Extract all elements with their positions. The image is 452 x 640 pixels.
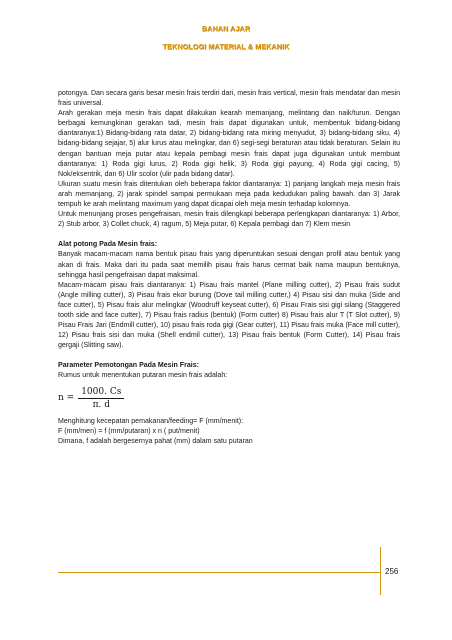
paragraph-1: potongya. Dan secara garis besar mesin frais terdiri dari, mesin frais vertical, mesin frais mendatar dan mesin frais universal. bbox=[58, 90, 400, 108]
formula-denominator: π. d bbox=[92, 400, 110, 411]
paragraph-2: Arah gerakan meja mesin frais dapat dilakukan kearah memanjang, melintang dan naik/turun. Dengan berbagai kemungkinan gerakan tadi, mesin frais dapat digunakan untuk, membentuk bidang-bidang diantaranya:1) Bidang-bidang rata datar, 2) bidang-bidang rata miring menyudut, 3) bidang-bidang siku, 4) bidang-bidang sejajar, 5) alur lurus atau melingkar, dan 6) segi-segi beraturan atau tidak beraturan. Selain itu dengan bantuan meja putar atau kepala pembagi mesin frais dapat juga digunakan untuk membuat diantaranya: 1) Roda gigi lurus, 2) Roda gigi helik, 3) Roda gigi payung, 4) Roda gigi cacing, 5) Nok/eksentrik, dan 6) Ulir scolor (ulir pada bidang datar). bbox=[58, 110, 400, 178]
header-subtitle: TEKNOLOGI MATERIAL & MEKANIK bbox=[162, 42, 290, 51]
header-title: BAHAN AJAR bbox=[201, 24, 251, 33]
footer-rule bbox=[58, 572, 380, 573]
section-heading-cutters: Alat potong Pada Mesin frais: bbox=[58, 241, 158, 249]
formula-numerator: 1000. Cs bbox=[78, 387, 124, 399]
page-header bbox=[0, 24, 452, 51]
footer-vertical-bar bbox=[380, 547, 381, 595]
paragraph-7: Rumus untuk menentukan putaran mesin frais adalah: bbox=[58, 372, 228, 380]
formula-lhs: n = bbox=[58, 393, 75, 404]
paragraph-9: F (mm/men) = f (mm/putaran) x n ( put/menit) bbox=[58, 427, 200, 435]
paragraph-3: Ukuran suatu mesin frais ditentukan oleh beberapa faktor diantaranya: 1) panjang langkah meja mesin frais arah memanjang, 2) jarak spindel sampai permukaan meja pada kedudukan paling bawah. dan 3) Jarak tempuh ke arah melintang maximum yang dapat dicapai oleh meja mesin terhadap kolomnya. bbox=[58, 180, 400, 209]
page-number: 256 bbox=[385, 567, 399, 576]
formula-fraction bbox=[78, 387, 124, 410]
paragraph-4: Untuk menunjang proses pengefraisan, mesin frais dilengkapi beberapa perlengkapan diantaranya: 1) Arbor, 2) Stub arbor, 3) Collet chuck, 4) ragum, 5) Meja putar, 6) Kepala pembagi dan 7) Klem mesin bbox=[58, 211, 400, 229]
paragraph-10: Dimana, f adalah bergesernya pahat (mm) dalam satu putaran bbox=[58, 437, 253, 445]
rpm-formula bbox=[58, 384, 400, 414]
paragraph-5: Banyak macam-macam nama bentuk pisau frais yang diperuntukan sesuai dengan profil atau bentuk yang akan di frais. Maka dari itu pada saat memilih pisau frais harus cermat baik nama maupun bentuknya, sehingga hasil pengefraisan dapat maksimal. bbox=[58, 251, 400, 279]
paragraph-8: Menghitung kecepatan pemakanan/feeding= F (mm/menit): bbox=[58, 417, 244, 425]
paragraph-6: Macam-macam pisau frais diantaranya: 1) Pisau frais mantel (Plane milling cutter), 2) Pisau frais sudut (Angle milling cutter), 3) Pisau frais ekor burung (Dove tail milling cutter,) 4) Pisau sisi dan muka (Side and face cutter), 5) Pisau frais alur melingkar (Woodruff keyseat cutter), 6) Pisau Frais sisi gigi silang (Staggered tooth side and face cutter), 7) Pisau frais radius (bentuk) (Form cutter) 8) Pisau frais alur T (T Slot cutter), 9) Pisau Frais Jari (Endmill cutter), 10) pisau frais roda gigi (Gear cutter), 11) Pisau frais muka (Face mill cutter), 12) Pisau frais sisi dan muka (Shell endmil cutter), 13) Pisau frais bentuk (Form Cutter), 14) Pisau frais gergaji (Slitting saw). bbox=[58, 281, 400, 350]
body-text bbox=[58, 89, 400, 447]
section-heading-parameters: Parameter Pemotongan Pada Mesin Frais: bbox=[58, 362, 199, 370]
